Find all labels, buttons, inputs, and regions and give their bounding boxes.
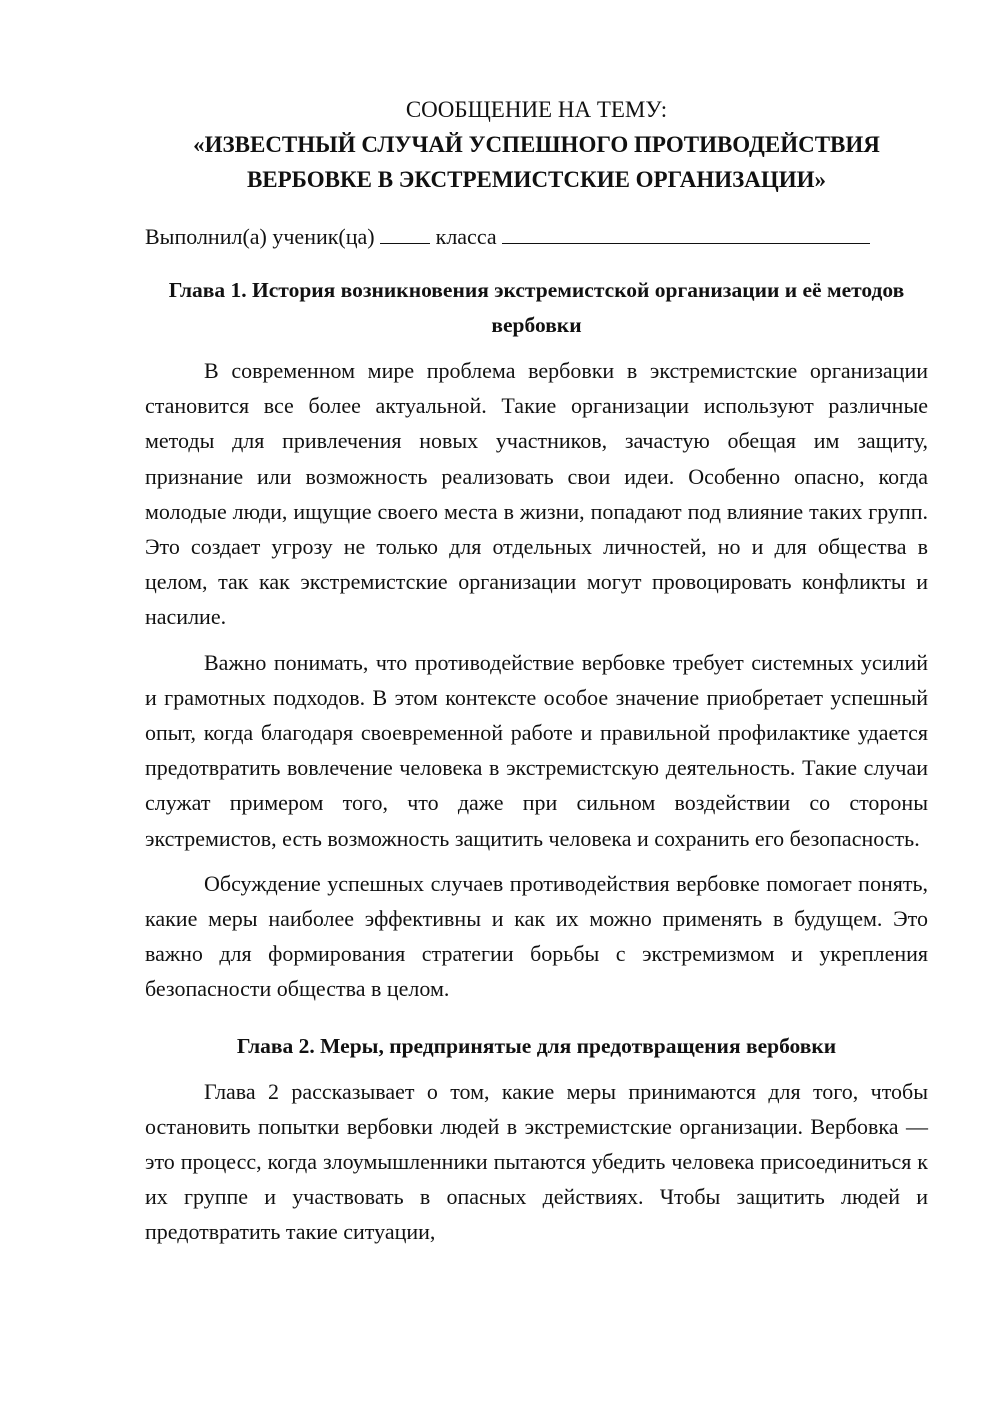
- chapter-1-paragraph: Обсуждение успешных случаев противодействия вербовке помогает понять, какие меры наиболее эффективны и как их можно применять в будущем. Это важно для формирования стратегии борьбы с экстремизмом и укрепления безопасности общества в целом.: [145, 870, 928, 1002]
- class-blank-field[interactable]: [380, 217, 430, 244]
- chapter-2-paragraph: Глава 2 рассказывает о том, какие меры принимаются для того, чтобы остановить попытки вербовки людей в экстремистские организации. Вербовка — это процесс, когда злоумышленники пытаются убедить человека присоединиться к их группе и участвовать в опасных действиях. Чтобы защитить людей и предотвратить такие ситуации,: [145, 1078, 928, 1245]
- chapter-1-paragraph: В современном мире проблема вербовки в экстремистские организации становится все более актуальной. Такие организации используют различные методы для привлечения новых участников, зачастую обещая им защиту, признание или возможность реализовать свои идеи. Особенно опасно, когда молодые люди, ищущие своего места в жизни, попадают под влияние таких групп. Это создает угрозу не только для отдельных личностей, но и для общества в целом, так как экстремистские организации могут провоцировать конфликты и насилие.: [145, 358, 928, 630]
- signature-line: [145, 217, 928, 254]
- chapter-2-body: [145, 1074, 928, 1250]
- document-title-line-1: «ИЗВЕСТНЫЙ СЛУЧАЙ УСПЕШНОГО ПРОТИВОДЕЙСТВИЯ: [193, 132, 880, 157]
- chapter-1-paragraph: Важно понимать, что противодействие вербовке требует системных усилий и грамотных подходов. В этом контексте особое значение приобретает успешный опыт, когда благодаря своевременной работе и правильной профилактике удается предотвратить вовлечение человека в экстремистскую деятельность. Такие случаи служат примером того, что даже при сильном воздействии со стороны экстремистов, есть возможность защитить человека и сохранить его безопасность.: [145, 649, 928, 851]
- name-blank-field[interactable]: [502, 217, 870, 244]
- chapter-2-heading: Глава 2. Меры, предпринятые для предотвращения вербовки: [236, 1033, 837, 1058]
- chapter-1-body: [145, 353, 928, 1007]
- chapter-1-heading: Глава 1. История возникновения экстремистской организации и её методов вербовки: [168, 278, 905, 337]
- completed-by-label: Выполнил(а) ученик(ца): [145, 224, 375, 249]
- document-header: СООБЩЕНИЕ НА ТЕМУ:: [405, 97, 668, 122]
- class-label: класса: [435, 224, 497, 249]
- document-page: [145, 92, 928, 1250]
- document-title-line-2: ВЕРБОВКЕ В ЭКСТРЕМИСТСКИЕ ОРГАНИЗАЦИИ»: [246, 167, 827, 192]
